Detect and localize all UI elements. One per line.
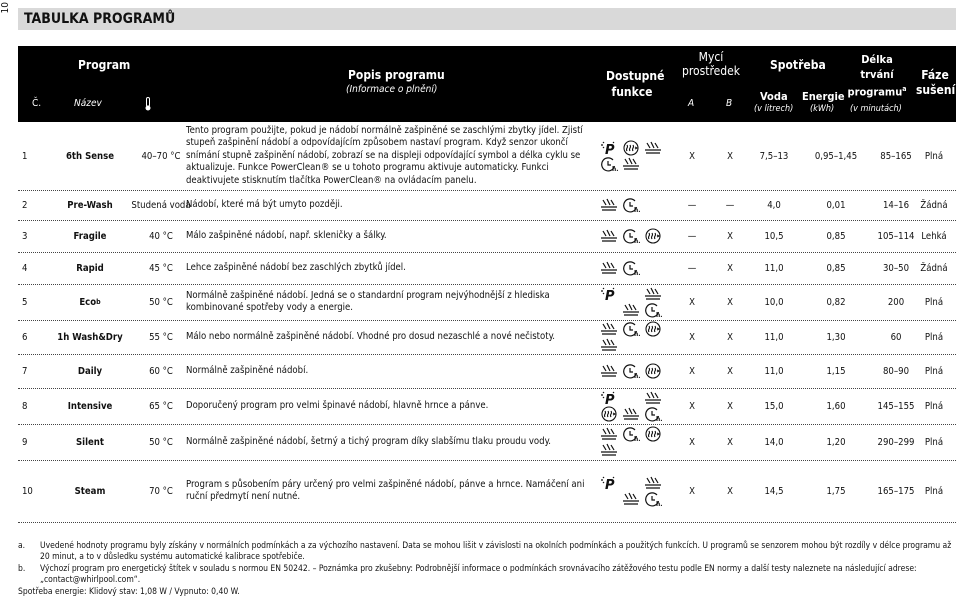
detergent-a: X: [689, 296, 695, 308]
program-temperature: 40 °C: [149, 230, 173, 242]
basket-icon: [643, 140, 663, 156]
energy-consumption: 0,95–1,45: [814, 150, 858, 162]
header-energy-unit: (kWh): [810, 104, 835, 114]
program-name: Silent: [76, 436, 104, 448]
water-consumption: 4,0: [767, 199, 781, 211]
powerclean-icon: [599, 390, 619, 406]
program-name: Pre-Wash: [67, 199, 113, 211]
detergent-a: —: [687, 262, 697, 274]
svg-text:h.: h.: [634, 270, 641, 276]
basket-icon: [599, 228, 619, 244]
detergent-b: X: [727, 485, 733, 497]
basket-icon: [599, 321, 619, 337]
detergent-a: X: [689, 365, 695, 377]
program-temperature: 40–70 °C: [141, 150, 181, 162]
water-consumption: 15,0: [764, 400, 784, 412]
header-water-unit: (v litrech): [754, 104, 794, 114]
program-number: 1: [22, 150, 28, 162]
delay-timer-icon: [621, 260, 641, 276]
delay-timer-icon: [621, 426, 641, 442]
energy-consumption: 1,60: [826, 400, 846, 412]
energy-consumption: 1,15: [826, 365, 846, 377]
page-title: TABULKA PROGRAMŮ: [18, 8, 956, 30]
program-number: 3: [22, 230, 28, 242]
header-b: B: [726, 98, 733, 109]
program-temperature: 65 °C: [149, 400, 173, 412]
basket-icon: [643, 475, 663, 491]
drying-phase: Plná: [924, 296, 944, 308]
program-description: Program s působením páry určený pro velmi zašpiněné nádobí, pánve a hrnce. Namáčení ani ruční předmytí není nutné.: [186, 478, 585, 502]
basket-icon: [621, 156, 641, 172]
program-name: Steam: [74, 485, 106, 497]
program-temperature: 55 °C: [149, 331, 173, 343]
delay-timer-icon: [621, 197, 641, 213]
detergent-b: X: [727, 150, 733, 162]
program-functions: [598, 424, 690, 460]
svg-text:h.: h.: [656, 416, 663, 422]
program-number: 5: [22, 296, 28, 308]
footnote-a-label: a.: [18, 541, 26, 551]
header-energy: Energie: [802, 90, 845, 103]
water-consumption: 14,0: [764, 436, 784, 448]
svg-text:P: P: [605, 393, 615, 406]
steam-icon: [621, 140, 641, 156]
detergent-a: X: [689, 331, 695, 343]
program-description: Tento program použijte, pokud je nádobí normálně zašpiněné se zaschlými zbytky jídel. Zjistí stupeň zašpinění nádobí a odpovídajícím způsobem nastaví program. Když senzor ukončí snímání stupně zašpinění nádobí, zobrazí se na displeji odpovídající symbol a délka cyklu se aktualizuje. Funkce PowerClean® se u tohoto programu aktivuje automaticky. Funkci deaktivujete stisknutím tlačítka PowerClean® na ovládacím panelu.: [186, 124, 583, 186]
basket-icon: [599, 260, 619, 276]
program-duration: 165–175: [877, 485, 915, 497]
header-no: Č.: [32, 98, 42, 109]
drying-phase: Plná: [924, 365, 944, 377]
header-duration-unit: (v minutách): [850, 104, 902, 114]
header-functions: Dostupné funkce: [606, 69, 665, 99]
header-duration: Délka trvání programu$^a$: [847, 53, 907, 99]
program-duration: 200: [887, 296, 905, 308]
drying-phase: Plná: [924, 436, 944, 448]
program-number: 7: [22, 365, 28, 377]
energy-consumption: 1,20: [826, 436, 846, 448]
basket-icon: [599, 426, 619, 442]
program-duration: 14–16: [882, 199, 910, 211]
program-functions: [598, 122, 690, 190]
table-row: [18, 252, 956, 285]
detergent-b: X: [727, 331, 733, 343]
program-duration: 145–155: [877, 400, 915, 412]
energy-consumption: 0,85: [826, 262, 846, 274]
program-name: 1h Wash&Dry: [57, 331, 123, 343]
detergent-a: —: [687, 230, 697, 242]
table-header: [18, 46, 956, 122]
table-row: [18, 284, 956, 321]
svg-text:h.: h.: [634, 436, 641, 442]
program-number: 8: [22, 400, 28, 412]
drying-phase: Žádná: [920, 199, 948, 211]
water-consumption: 11,0: [764, 331, 784, 343]
program-description: Málo zašpiněné nádobí, např. skleničky a šálky.: [186, 229, 387, 241]
detergent-b: X: [727, 230, 733, 242]
program-description: Normálně zašpiněné nádobí. Jedná se o standardní program nejvýhodnější z hlediska kombinované spotřeby vody a energie.: [186, 289, 550, 313]
delay-timer-icon: [621, 321, 641, 337]
program-temperature: Studená voda: [131, 199, 191, 211]
program-name: 6th Sense: [65, 150, 115, 162]
detergent-a: X: [689, 436, 695, 448]
steam-icon: [643, 321, 663, 337]
svg-text:h.: h.: [634, 238, 641, 244]
program-duration: 30–50: [882, 262, 910, 274]
program-functions: [598, 388, 690, 424]
detergent-b: X: [727, 365, 733, 377]
header-name: Název: [74, 98, 102, 109]
drying-phase: Plná: [924, 331, 944, 343]
program-temperature: 70 °C: [149, 485, 173, 497]
detergent-b: X: [727, 436, 733, 448]
svg-text:P: P: [605, 143, 615, 156]
water-consumption: 11,0: [764, 365, 784, 377]
powerclean-icon: [599, 140, 619, 156]
program-name: Rapid: [76, 262, 104, 274]
header-consumption: Spotřeba: [770, 58, 826, 72]
program-number: 6: [22, 331, 28, 343]
delay-timer-icon: [621, 363, 641, 379]
drying-phase: Lehká: [921, 230, 947, 242]
header-a: A: [688, 98, 695, 109]
drying-phase: Plná: [924, 150, 944, 162]
table-row: [18, 320, 956, 355]
program-duration: 290–299: [877, 436, 915, 448]
footnote-a-text: Uvedené hodnoty programu byly získány v normálních podmínkách a za výchozího nastavení. Data se mohou lišit v závislosti na okolních podmínkách a použitých funkcích. U programů se senzorem mohou být rozdíly v délce programu až 20 minut, a to v důsledku systému automatické kalibrace spotřebiče.: [40, 541, 952, 562]
delay-timer-icon: [643, 406, 663, 422]
header-water: Voda: [760, 90, 788, 103]
program-description: Lehce zašpiněné nádobí bez zaschlých zbytků jídel.: [186, 261, 406, 273]
program-number: 2: [22, 199, 28, 211]
program-duration: 60: [890, 331, 902, 343]
program-functions: [598, 220, 690, 252]
detergent-b: X: [727, 400, 733, 412]
svg-text:h.: h.: [634, 207, 641, 213]
powerclean-icon: [599, 475, 619, 491]
basket-icon: [621, 491, 641, 507]
detergent-b: —: [725, 199, 735, 211]
program-duration: 105–114: [877, 230, 915, 242]
water-consumption: 7,5–13: [759, 150, 789, 162]
delay-timer-icon: [643, 491, 663, 507]
steam-icon: [643, 228, 663, 244]
svg-text:P: P: [605, 289, 615, 302]
water-consumption: 14,5: [764, 485, 784, 497]
drying-phase: Žádná: [920, 262, 948, 274]
page-number: 10: [0, 2, 11, 14]
power-note: Spotřeba energie: Klidový stav: 1,08 W / Vypnuto: 0,40 W.: [18, 587, 240, 597]
program-duration: 85–165: [880, 150, 912, 162]
program-temperature: 50 °C: [149, 436, 173, 448]
basket-icon: [599, 442, 619, 458]
program-temperature: 60 °C: [149, 365, 173, 377]
program-description: Normálně zašpiněné nádobí.: [186, 364, 309, 376]
header-desc: Popis programu: [348, 68, 445, 82]
drying-phase: Plná: [924, 400, 944, 412]
svg-text:h.: h.: [612, 166, 619, 172]
header-drying: Fáze sušení: [916, 68, 956, 97]
program-description: Doporučený program pro velmi špinavé nádobí, hlavně hrnce a pánve.: [186, 399, 489, 411]
program-description: Nádobí, které má být umyto později.: [186, 198, 343, 210]
basket-icon: [621, 406, 641, 422]
detergent-b: X: [727, 262, 733, 274]
header-desc-sub: (Informace o plnění): [346, 84, 438, 95]
table-row: [18, 424, 956, 461]
program-functions: [598, 284, 690, 320]
program-description: Normálně zašpiněné nádobí, šetrný a tichý program díky slabšímu tlaku proudu vody.: [186, 435, 551, 447]
table-row: [18, 354, 956, 389]
water-consumption: 10,5: [764, 230, 784, 242]
program-name: Fragile: [73, 230, 107, 242]
detergent-a: —: [687, 199, 697, 211]
footnote-b-text: Výchozí program pro energetický štítek v souladu s normou EN 50242. – Poznámka pro zkušebny: Podrobnější informace o podmínkách srovnávacího zátěžového testu podle EN normy a další testy naleznete na následující adrese: „contact@whirlpool.com“.: [40, 564, 917, 585]
drying-phase: Plná: [924, 485, 944, 497]
basket-icon: [599, 363, 619, 379]
detergent-a: X: [689, 150, 695, 162]
water-consumption: 10,0: [764, 296, 784, 308]
energy-consumption: 0,82: [826, 296, 846, 308]
table-row: [18, 190, 956, 221]
detergent-a: X: [689, 485, 695, 497]
water-consumption: 11,0: [764, 262, 784, 274]
svg-text:h.: h.: [634, 331, 641, 337]
energy-consumption: 0,01: [826, 199, 846, 211]
svg-text:h.: h.: [634, 373, 641, 379]
program-name: Eco b: [79, 296, 101, 308]
program-functions: [598, 320, 690, 354]
delay-timer-icon: [621, 228, 641, 244]
steam-icon: [643, 363, 663, 379]
program-functions: [598, 460, 690, 522]
table-row: [18, 388, 956, 425]
table-row: [18, 220, 956, 253]
table-row: [18, 460, 956, 523]
header-program: Program: [78, 58, 131, 72]
table-row: [18, 122, 956, 191]
program-functions: [598, 190, 690, 220]
program-number: 4: [22, 262, 28, 274]
program-number: 10: [22, 485, 33, 497]
basket-icon: [643, 390, 663, 406]
basket-icon: [599, 337, 619, 353]
detergent-b: X: [727, 296, 733, 308]
thermometer-icon: [144, 96, 152, 115]
delay-timer-icon: [643, 302, 663, 318]
program-functions: [598, 354, 690, 388]
basket-icon: [643, 286, 663, 302]
program-description: Málo nebo normálně zašpiněné nádobí. Vhodné pro dosud nezaschlé a nové nečistoty.: [186, 330, 556, 342]
program-duration: 80–90: [882, 365, 910, 377]
steam-icon: [599, 406, 619, 422]
basket-icon: [599, 197, 619, 213]
svg-text:P: P: [605, 478, 615, 491]
steam-icon: [643, 426, 663, 442]
svg-text:h.: h.: [656, 501, 663, 507]
delay-timer-icon: [599, 156, 619, 172]
powerclean-icon: [599, 286, 619, 302]
footnote-b-label: b.: [18, 564, 26, 574]
basket-icon: [621, 302, 641, 318]
program-name: Intensive: [67, 400, 113, 412]
program-temperature: 45 °C: [149, 262, 173, 274]
program-number: 9: [22, 436, 28, 448]
svg-text:h.: h.: [656, 312, 663, 318]
header-detergent: Mycí prostředek: [681, 50, 741, 78]
energy-consumption: 1,75: [826, 485, 846, 497]
energy-consumption: 0,85: [826, 230, 846, 242]
energy-consumption: 1,30: [826, 331, 846, 343]
program-temperature: 50 °C: [149, 296, 173, 308]
detergent-a: X: [689, 400, 695, 412]
program-functions: [598, 252, 690, 284]
program-name: Daily: [77, 365, 103, 377]
